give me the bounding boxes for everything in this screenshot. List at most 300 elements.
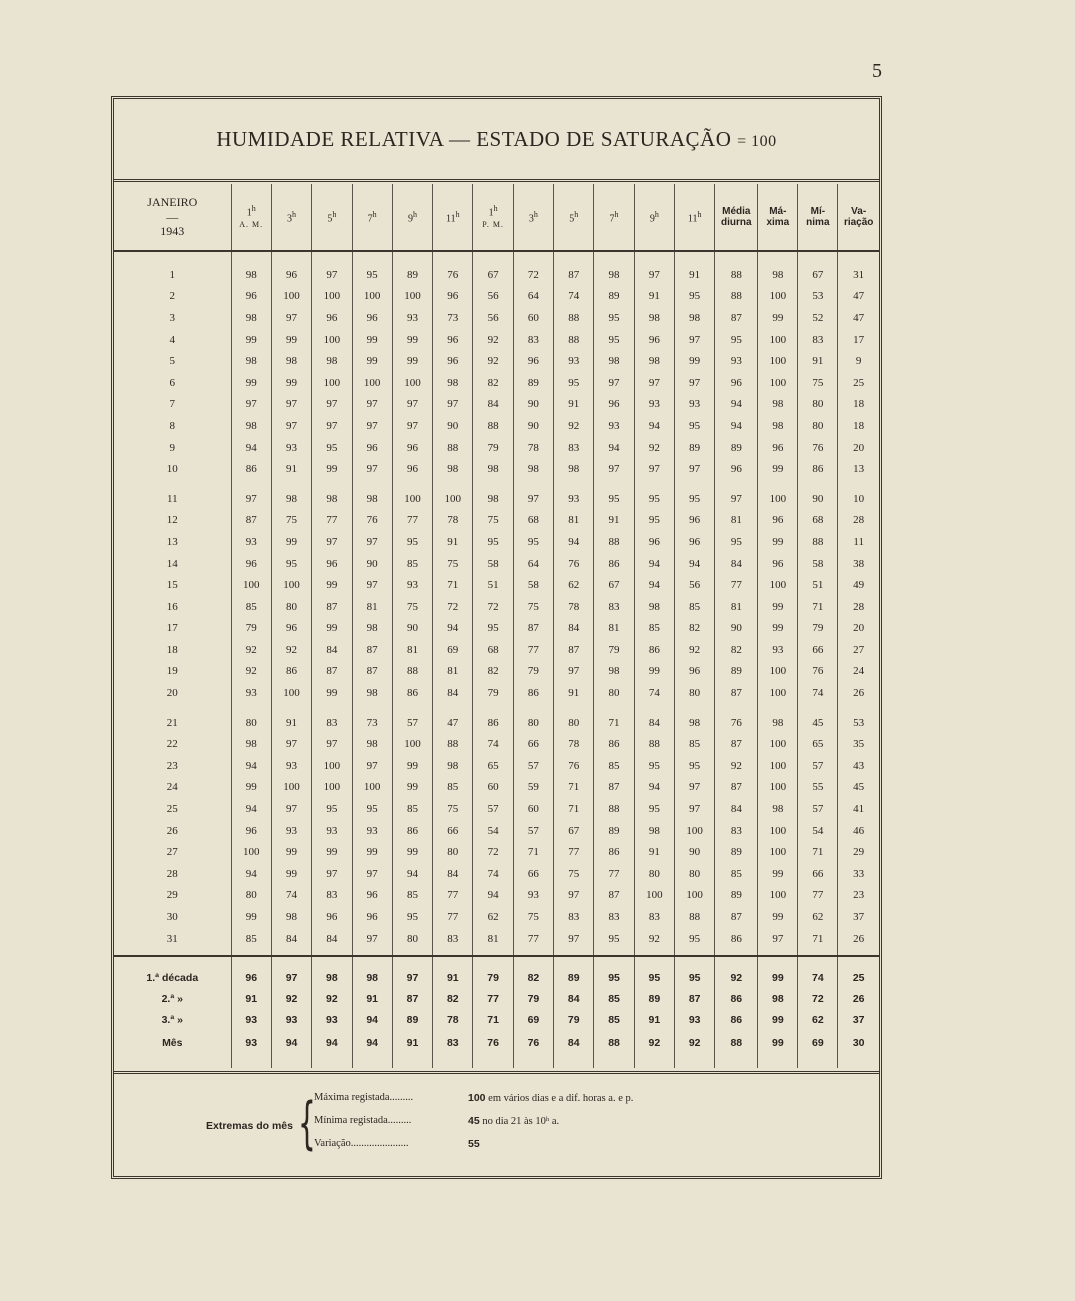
cell-value: 98 bbox=[433, 458, 473, 480]
table-row bbox=[114, 286, 879, 308]
cell-value: 100 bbox=[758, 733, 798, 755]
cell-value: 99 bbox=[392, 841, 432, 863]
page-number: 5 bbox=[872, 60, 882, 82]
extreme-var-value: 55 bbox=[468, 1138, 480, 1150]
row-label: 22 bbox=[166, 738, 178, 751]
cell-value: 97 bbox=[392, 967, 432, 988]
cell-value: 71 bbox=[798, 841, 838, 863]
cell-value: 88 bbox=[715, 286, 758, 308]
cell-value: 100 bbox=[231, 841, 271, 863]
cell-value: 72 bbox=[433, 596, 473, 618]
cell-value: 53 bbox=[798, 286, 838, 308]
cell-value: 98 bbox=[594, 350, 634, 372]
cell-value: 90 bbox=[675, 841, 715, 863]
column-header: 7$^h$ bbox=[594, 184, 634, 251]
cell-value: 71 bbox=[513, 841, 553, 863]
cell-value: 62 bbox=[473, 906, 513, 928]
cell-value: 97 bbox=[634, 264, 674, 286]
cell-value: 77 bbox=[594, 863, 634, 885]
cell-value: 85 bbox=[392, 553, 432, 575]
cell-value: 100 bbox=[392, 286, 432, 308]
cell-value: 97 bbox=[271, 798, 311, 820]
table-row bbox=[114, 553, 879, 575]
cell-value: 100 bbox=[758, 574, 798, 596]
cell-value: 49 bbox=[838, 574, 879, 596]
cell-value: 99 bbox=[231, 329, 271, 351]
cell-value: 20 bbox=[838, 618, 879, 640]
row-label: 9 bbox=[169, 441, 176, 454]
cell-value: 64 bbox=[513, 286, 553, 308]
cell-value: 94 bbox=[634, 574, 674, 596]
cell-value: 97 bbox=[554, 885, 594, 907]
cell-value: 99 bbox=[312, 574, 352, 596]
cell-value: 95 bbox=[352, 264, 392, 286]
cell-value: 86 bbox=[231, 458, 271, 480]
cell-value: 80 bbox=[513, 712, 553, 734]
table-row bbox=[114, 712, 879, 734]
cell-value: 98 bbox=[758, 798, 798, 820]
cell-value: 80 bbox=[594, 682, 634, 704]
cell-value: 100 bbox=[271, 574, 311, 596]
cell-value: 89 bbox=[715, 841, 758, 863]
cell-value: 95 bbox=[271, 553, 311, 575]
cell-value: 97 bbox=[634, 458, 674, 480]
table-row bbox=[114, 820, 879, 842]
cell-value: 100 bbox=[758, 661, 798, 683]
cell-value: 96 bbox=[715, 372, 758, 394]
cell-value: 85 bbox=[433, 777, 473, 799]
cell-value: 69 bbox=[433, 639, 473, 661]
cell-value: 95 bbox=[473, 618, 513, 640]
row-label: 15 bbox=[166, 579, 178, 592]
cell-value: 68 bbox=[513, 510, 553, 532]
cell-value: 93 bbox=[231, 531, 271, 553]
column-header: 1$^h$ P. M. bbox=[473, 184, 513, 251]
table-row bbox=[114, 906, 879, 928]
cell-value: 98 bbox=[634, 596, 674, 618]
cell-value: 90 bbox=[352, 553, 392, 575]
cell-value: 95 bbox=[715, 329, 758, 351]
cell-value: 93 bbox=[352, 820, 392, 842]
cell-value: 88 bbox=[594, 1030, 634, 1056]
cell-value: 84 bbox=[554, 1030, 594, 1056]
cell-value: 94 bbox=[231, 755, 271, 777]
cell-value: 100 bbox=[758, 350, 798, 372]
cell-value: 97 bbox=[312, 733, 352, 755]
cell-value: 84 bbox=[312, 928, 352, 950]
cell-value: 94 bbox=[271, 1030, 311, 1056]
cell-value: 94 bbox=[634, 415, 674, 437]
extreme-min-value: 45 no dia 21 às 10ʰ a. bbox=[468, 1115, 560, 1127]
cell-value: 94 bbox=[231, 798, 271, 820]
cell-value: 99 bbox=[758, 1030, 798, 1056]
cell-value: 96 bbox=[392, 458, 432, 480]
cell-value: 100 bbox=[312, 329, 352, 351]
cell-value: 93 bbox=[231, 1009, 271, 1030]
cell-value: 93 bbox=[271, 1009, 311, 1030]
row-label: 3 bbox=[169, 311, 176, 324]
table-row bbox=[114, 596, 879, 618]
cell-value: 88 bbox=[634, 733, 674, 755]
cell-value: 68 bbox=[473, 639, 513, 661]
cell-value: 100 bbox=[392, 372, 432, 394]
cell-value: 92 bbox=[271, 639, 311, 661]
cell-value: 99 bbox=[231, 372, 271, 394]
cell-value: 86 bbox=[392, 682, 432, 704]
cell-value: 95 bbox=[554, 372, 594, 394]
cell-value: 80 bbox=[798, 415, 838, 437]
cell-value: 95 bbox=[392, 531, 432, 553]
cell-value: 69 bbox=[798, 1030, 838, 1056]
cell-value: 96 bbox=[433, 329, 473, 351]
cell-value: 81 bbox=[715, 596, 758, 618]
cell-value: 86 bbox=[594, 841, 634, 863]
cell-value: 94 bbox=[392, 863, 432, 885]
cell-value: 66 bbox=[433, 820, 473, 842]
cell-value: 95 bbox=[675, 286, 715, 308]
cell-value: 77 bbox=[433, 885, 473, 907]
spacer-row bbox=[114, 949, 879, 956]
cell-value: 75 bbox=[513, 906, 553, 928]
row-label: 26 bbox=[166, 824, 178, 837]
table-row bbox=[114, 307, 879, 329]
cell-value: 90 bbox=[798, 488, 838, 510]
cell-value: 84 bbox=[715, 553, 758, 575]
cell-value: 99 bbox=[392, 329, 432, 351]
row-label: 13 bbox=[166, 535, 178, 548]
cell-value: 94 bbox=[594, 437, 634, 459]
row-label: 19 bbox=[166, 665, 178, 678]
cell-value: 99 bbox=[271, 329, 311, 351]
cell-value: 65 bbox=[798, 733, 838, 755]
cell-value: 99 bbox=[231, 906, 271, 928]
cell-value: 86 bbox=[271, 661, 311, 683]
cell-value: 85 bbox=[675, 733, 715, 755]
row-label: 1.ª década bbox=[146, 971, 199, 984]
cell-value: 99 bbox=[392, 350, 432, 372]
cell-value: 45 bbox=[838, 777, 879, 799]
row-label: 1 bbox=[169, 268, 176, 281]
column-header: Mí- nima bbox=[798, 184, 838, 251]
cell-value: 96 bbox=[312, 906, 352, 928]
cell-value: 62 bbox=[798, 906, 838, 928]
cell-value: 76 bbox=[554, 755, 594, 777]
cell-value: 96 bbox=[758, 437, 798, 459]
cell-value: 99 bbox=[271, 841, 311, 863]
cell-value: 98 bbox=[433, 755, 473, 777]
cell-value: 92 bbox=[554, 415, 594, 437]
cell-value: 93 bbox=[392, 307, 432, 329]
cell-value: 83 bbox=[594, 906, 634, 928]
cell-value: 56 bbox=[473, 286, 513, 308]
cell-value: 95 bbox=[594, 307, 634, 329]
cell-value: 92 bbox=[473, 350, 513, 372]
cell-value: 56 bbox=[675, 574, 715, 596]
cell-value: 91 bbox=[433, 967, 473, 988]
cell-value: 97 bbox=[675, 458, 715, 480]
column-header: 11$^h$ bbox=[675, 184, 715, 251]
cell-value: 28 bbox=[838, 596, 879, 618]
cell-value: 97 bbox=[352, 755, 392, 777]
cell-value: 98 bbox=[271, 350, 311, 372]
cell-value: 75 bbox=[433, 798, 473, 820]
cell-value: 99 bbox=[758, 531, 798, 553]
cell-value: 43 bbox=[838, 755, 879, 777]
cell-value: 57 bbox=[473, 798, 513, 820]
decade-row bbox=[114, 967, 879, 988]
cell-value: 76 bbox=[798, 437, 838, 459]
cell-value: 97 bbox=[231, 394, 271, 416]
cell-value: 100 bbox=[271, 286, 311, 308]
cell-value: 57 bbox=[798, 798, 838, 820]
table-row bbox=[114, 863, 879, 885]
cell-value: 71 bbox=[473, 1009, 513, 1030]
cell-value: 82 bbox=[473, 661, 513, 683]
table-row bbox=[114, 661, 879, 683]
cell-value: 98 bbox=[271, 488, 311, 510]
cell-value: 83 bbox=[798, 329, 838, 351]
cell-value: 86 bbox=[594, 733, 634, 755]
cell-value: 95 bbox=[392, 906, 432, 928]
cell-value: 97 bbox=[352, 415, 392, 437]
cell-value: 84 bbox=[634, 712, 674, 734]
cell-value: 65 bbox=[473, 755, 513, 777]
cell-value: 24 bbox=[838, 661, 879, 683]
cell-value: 57 bbox=[513, 755, 553, 777]
cell-value: 100 bbox=[675, 885, 715, 907]
cell-value: 18 bbox=[838, 394, 879, 416]
cell-value: 76 bbox=[715, 712, 758, 734]
cell-value: 80 bbox=[798, 394, 838, 416]
extreme-max-row bbox=[314, 1092, 634, 1104]
cell-value: 82 bbox=[473, 372, 513, 394]
table-row bbox=[114, 415, 879, 437]
row-label: 17 bbox=[166, 622, 178, 635]
cell-value: 79 bbox=[473, 967, 513, 988]
cell-value: 99 bbox=[758, 458, 798, 480]
cell-value: 100 bbox=[271, 682, 311, 704]
cell-value: 79 bbox=[473, 437, 513, 459]
cell-value: 98 bbox=[352, 967, 392, 988]
cell-value: 82 bbox=[513, 967, 553, 988]
cell-value: 97 bbox=[758, 928, 798, 950]
column-header: 1$^h$ A. M. bbox=[231, 184, 271, 251]
cell-value: 74 bbox=[798, 682, 838, 704]
cell-value: 84 bbox=[433, 682, 473, 704]
column-header: 3$^h$ bbox=[271, 184, 311, 251]
cell-value: 78 bbox=[554, 596, 594, 618]
cell-value: 100 bbox=[352, 372, 392, 394]
cell-value: 80 bbox=[433, 841, 473, 863]
column-header: 3$^h$ bbox=[513, 184, 553, 251]
row-label: 5 bbox=[169, 355, 176, 368]
column-header: 9$^h$ bbox=[634, 184, 674, 251]
cell-value: 67 bbox=[473, 264, 513, 286]
cell-value: 99 bbox=[231, 777, 271, 799]
cell-value: 97 bbox=[675, 372, 715, 394]
extreme-min-label: Mínima registada......... bbox=[314, 1115, 412, 1126]
cell-value: 92 bbox=[634, 437, 674, 459]
cell-value: 85 bbox=[715, 863, 758, 885]
cell-value: 71 bbox=[798, 928, 838, 950]
cell-value: 87 bbox=[392, 988, 432, 1009]
cell-value: 91 bbox=[554, 682, 594, 704]
cell-value: 78 bbox=[513, 437, 553, 459]
cell-value: 86 bbox=[798, 458, 838, 480]
extreme-min-row bbox=[314, 1115, 560, 1127]
cell-value: 95 bbox=[675, 488, 715, 510]
row-label: 24 bbox=[166, 781, 178, 794]
cell-value: 100 bbox=[312, 372, 352, 394]
cell-value: 95 bbox=[594, 928, 634, 950]
cell-value: 98 bbox=[758, 988, 798, 1009]
cell-value: 60 bbox=[513, 307, 553, 329]
cell-value: 47 bbox=[433, 712, 473, 734]
cell-value: 72 bbox=[513, 264, 553, 286]
cell-value: 84 bbox=[312, 639, 352, 661]
cell-value: 91 bbox=[675, 264, 715, 286]
cell-value: 99 bbox=[312, 458, 352, 480]
cell-value: 99 bbox=[271, 372, 311, 394]
cell-value: 96 bbox=[271, 264, 311, 286]
extremes-divider bbox=[114, 1071, 879, 1074]
cell-value: 85 bbox=[231, 596, 271, 618]
cell-value: 87 bbox=[352, 661, 392, 683]
cell-value: 87 bbox=[554, 639, 594, 661]
cell-value: 97 bbox=[312, 264, 352, 286]
cell-value: 76 bbox=[473, 1030, 513, 1056]
cell-value: 95 bbox=[513, 531, 553, 553]
decade-row bbox=[114, 988, 879, 1009]
cell-value: 88 bbox=[473, 415, 513, 437]
cell-value: 46 bbox=[838, 820, 879, 842]
cell-value: 83 bbox=[513, 329, 553, 351]
cell-value: 79 bbox=[231, 618, 271, 640]
cell-value: 97 bbox=[271, 967, 311, 988]
cell-value: 57 bbox=[392, 712, 432, 734]
cell-value: 74 bbox=[473, 733, 513, 755]
cell-value: 95 bbox=[675, 928, 715, 950]
row-label: 2.ª » bbox=[161, 992, 183, 1005]
cell-value: 71 bbox=[554, 798, 594, 820]
cell-value: 52 bbox=[798, 307, 838, 329]
cell-value: 82 bbox=[433, 988, 473, 1009]
cell-value: 11 bbox=[838, 531, 879, 553]
cell-value: 92 bbox=[312, 988, 352, 1009]
cell-value: 93 bbox=[594, 415, 634, 437]
cell-value: 98 bbox=[634, 350, 674, 372]
cell-value: 9 bbox=[838, 350, 879, 372]
cell-value: 99 bbox=[634, 661, 674, 683]
cell-value: 84 bbox=[271, 928, 311, 950]
cell-value: 99 bbox=[675, 350, 715, 372]
extremes-section bbox=[114, 1084, 879, 1174]
cell-value: 87 bbox=[312, 596, 352, 618]
cell-value: 38 bbox=[838, 553, 879, 575]
cell-value: 95 bbox=[594, 329, 634, 351]
cell-value: 96 bbox=[231, 820, 271, 842]
cell-value: 86 bbox=[473, 712, 513, 734]
row-label: 28 bbox=[166, 867, 178, 880]
extreme-max-value: 100 em vários dias e a dif. horas a. e p. bbox=[468, 1092, 634, 1104]
table-row bbox=[114, 264, 879, 286]
column-header: Má- xima bbox=[758, 184, 798, 251]
row-label: 20 bbox=[166, 687, 178, 700]
cell-value: 89 bbox=[594, 286, 634, 308]
cell-value: 84 bbox=[715, 798, 758, 820]
cell-value: 100 bbox=[392, 733, 432, 755]
cell-value: 98 bbox=[312, 488, 352, 510]
cell-value: 100 bbox=[433, 488, 473, 510]
brace-icon: { bbox=[298, 1091, 316, 1156]
cell-value: 87 bbox=[715, 682, 758, 704]
cell-value: 98 bbox=[675, 307, 715, 329]
cell-value: 60 bbox=[513, 798, 553, 820]
cell-value: 98 bbox=[594, 264, 634, 286]
cell-value: 99 bbox=[758, 1009, 798, 1030]
row-label: 2 bbox=[169, 290, 176, 303]
cell-value: 95 bbox=[594, 967, 634, 988]
cell-value: 82 bbox=[715, 639, 758, 661]
cell-value: 88 bbox=[798, 531, 838, 553]
month-label: JANEIRO bbox=[147, 195, 198, 210]
row-label: 3.ª » bbox=[161, 1013, 183, 1026]
cell-value: 94 bbox=[715, 394, 758, 416]
cell-value: 31 bbox=[838, 264, 879, 286]
cell-value: 75 bbox=[513, 596, 553, 618]
cell-value: 86 bbox=[634, 639, 674, 661]
row-label: 14 bbox=[166, 557, 178, 570]
cell-value: 92 bbox=[231, 661, 271, 683]
cell-value: 95 bbox=[594, 488, 634, 510]
table-body bbox=[114, 251, 879, 1068]
cell-value: 99 bbox=[758, 967, 798, 988]
cell-value: 97 bbox=[392, 415, 432, 437]
cell-value: 83 bbox=[433, 928, 473, 950]
cell-value: 99 bbox=[312, 618, 352, 640]
cell-value: 80 bbox=[634, 863, 674, 885]
cell-value: 97 bbox=[634, 372, 674, 394]
cell-value: 94 bbox=[554, 531, 594, 553]
row-label: 16 bbox=[166, 600, 178, 613]
cell-value: 95 bbox=[675, 415, 715, 437]
cell-value: 84 bbox=[473, 394, 513, 416]
cell-value: 92 bbox=[634, 928, 674, 950]
cell-value: 97 bbox=[231, 488, 271, 510]
cell-value: 98 bbox=[352, 733, 392, 755]
cell-value: 90 bbox=[715, 618, 758, 640]
cell-value: 89 bbox=[675, 437, 715, 459]
cell-value: 96 bbox=[312, 553, 352, 575]
cell-value: 87 bbox=[675, 988, 715, 1009]
cell-value: 77 bbox=[715, 574, 758, 596]
cell-value: 97 bbox=[312, 394, 352, 416]
cell-value: 98 bbox=[433, 372, 473, 394]
cell-value: 96 bbox=[675, 510, 715, 532]
cell-value: 97 bbox=[312, 863, 352, 885]
cell-value: 78 bbox=[433, 510, 473, 532]
cell-value: 85 bbox=[392, 798, 432, 820]
humidity-table bbox=[114, 184, 879, 1068]
cell-value: 25 bbox=[838, 967, 879, 988]
cell-value: 73 bbox=[433, 307, 473, 329]
cell-value: 95 bbox=[634, 798, 674, 820]
cell-value: 96 bbox=[758, 510, 798, 532]
table-row bbox=[114, 531, 879, 553]
cell-value: 98 bbox=[231, 350, 271, 372]
cell-value: 100 bbox=[758, 885, 798, 907]
cell-value: 96 bbox=[352, 437, 392, 459]
